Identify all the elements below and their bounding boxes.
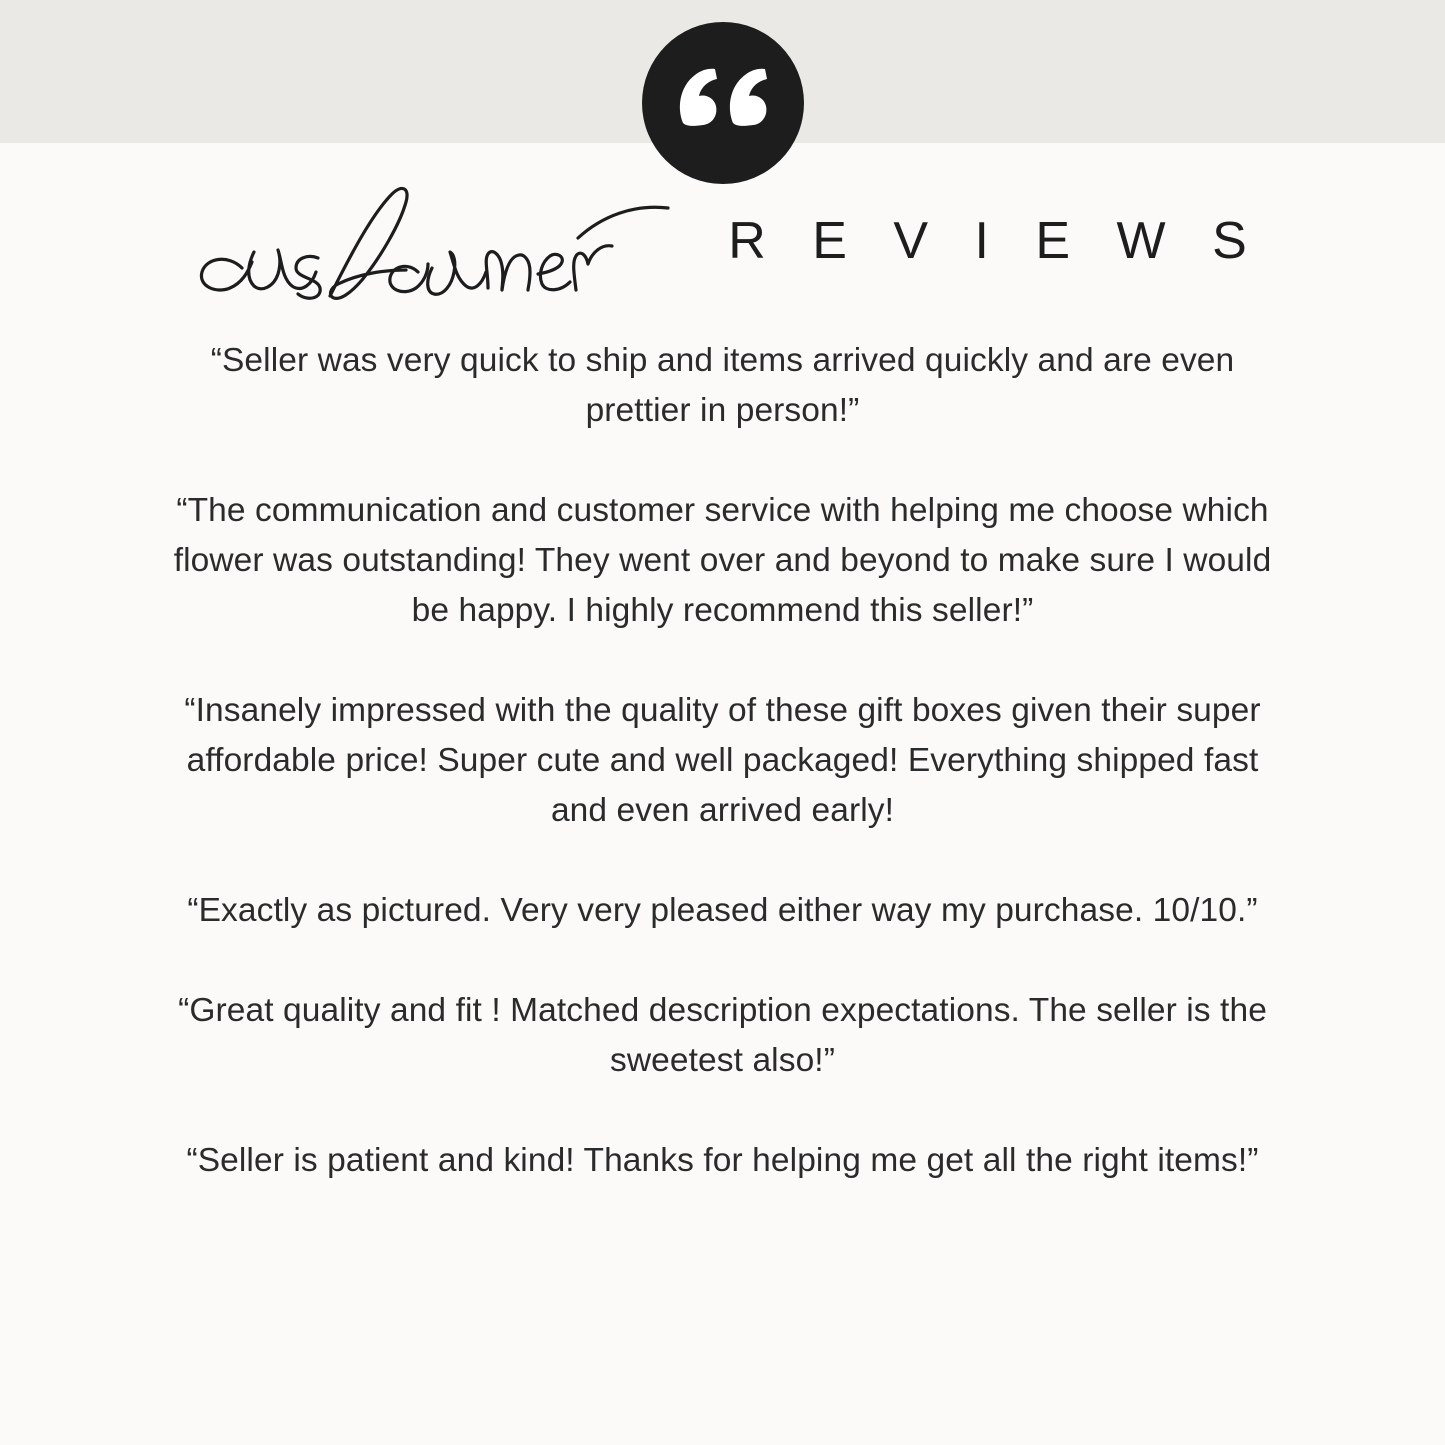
review-item: “Insanely impressed with the quality of these gift boxes given their super affordable price! Super cute and well packaged! Everything shipped fast and even arrived early! — [184, 692, 1261, 829]
quotation-mark-icon — [642, 22, 804, 184]
review-item: “Exactly as pictured. Very very pleased either way my purchase. 10/10.” — [187, 892, 1258, 929]
page-title-script — [182, 176, 702, 312]
page-title-reviews: R E V I E W S — [728, 212, 1263, 270]
page-title — [0, 176, 1445, 312]
review-item: “Seller is patient and kind! Thanks for helping me get all the right items!” — [186, 1142, 1259, 1179]
review-item: “The communication and customer service with helping me choose which flower was outstanding! They went over and beyond to make sure I would be happy. I highly recommend this seller!” — [173, 492, 1272, 629]
review-item: “Seller was very quick to ship and items arrived quickly and are even prettier in person!” — [210, 342, 1235, 429]
review-item: “Great quality and fit ! Matched description expectations. The seller is the sweetest also!” — [178, 992, 1267, 1079]
reviews-list — [168, 336, 1278, 1186]
